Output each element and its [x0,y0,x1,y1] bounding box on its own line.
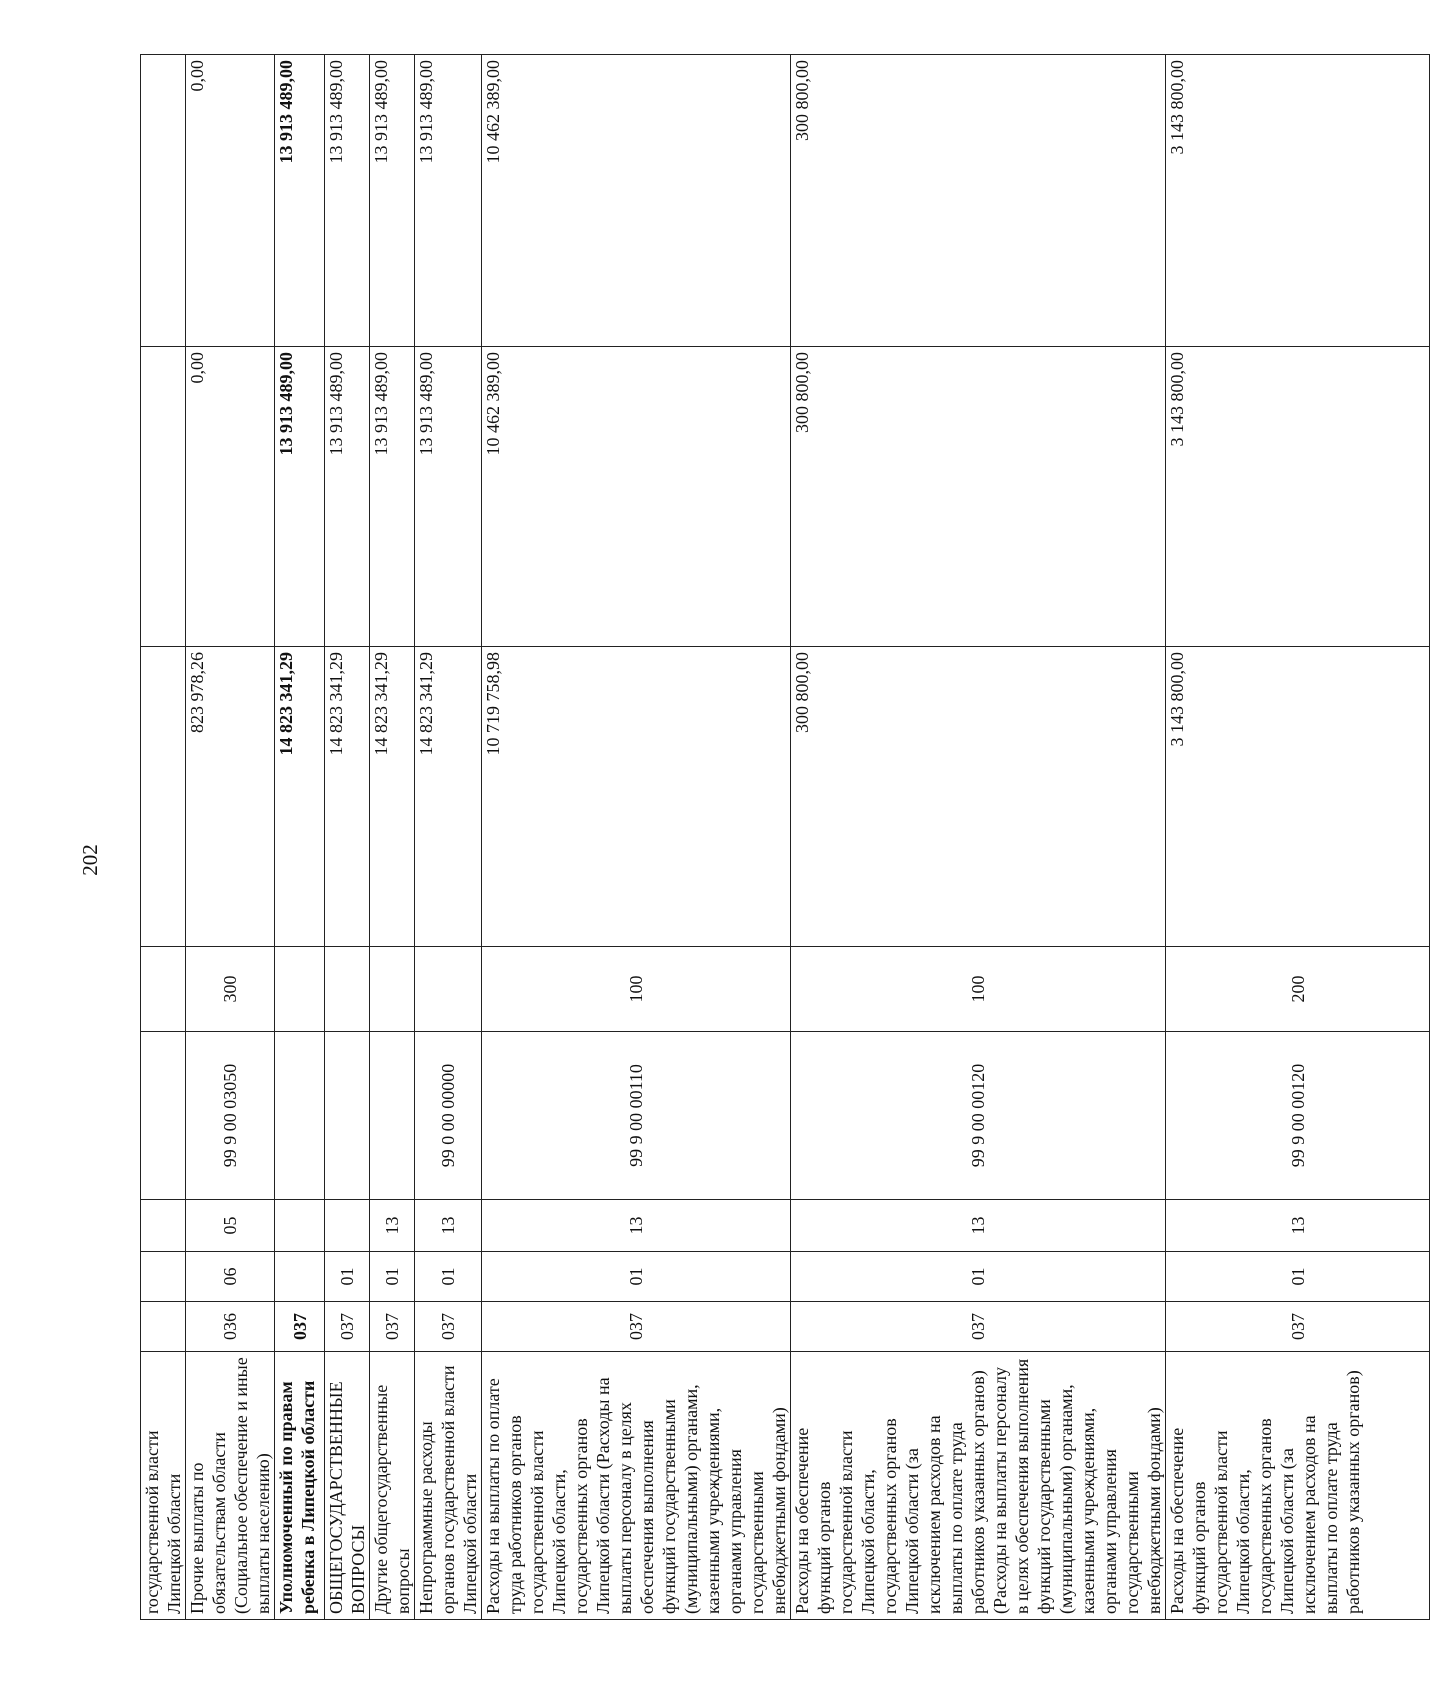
row-sum-2: 13 913 489,00 [275,347,325,647]
row-target-code: 99 9 00 00120 [791,1032,1166,1200]
row-target-code: 99 0 00 00000 [415,1032,482,1200]
row-sum-2: 10 462 389,00 [482,347,791,647]
row-expense-type-code: 100 [791,947,1166,1032]
row-target-code [141,1032,186,1200]
row-sum-1 [141,647,186,947]
row-sum-1: 300 800,00 [791,647,1166,947]
table-row [141,55,186,1620]
row-ved-code [141,1302,186,1352]
row-sum-3: 3 143 800,00 [1166,55,1430,347]
row-section-code: 01 [482,1252,791,1302]
row-section-code [275,1252,325,1302]
row-sum-1: 14 823 341,29 [275,647,325,947]
row-sum-3: 13 913 489,00 [275,55,325,347]
row-sum-1: 3 143 800,00 [1166,647,1430,947]
row-section-code: 01 [325,1252,370,1302]
row-subsection-code: 05 [186,1200,275,1252]
row-expense-type-code [275,947,325,1032]
row-sum-2: 3 143 800,00 [1166,347,1430,647]
table-row [325,55,370,1620]
row-target-code [370,1032,415,1200]
row-target-code [325,1032,370,1200]
row-sum-2: 13 913 489,00 [370,347,415,647]
row-subsection-code: 13 [1166,1200,1430,1252]
row-expense-type-code [141,947,186,1032]
row-subsection-code [141,1200,186,1252]
row-sum-1: 14 823 341,29 [415,647,482,947]
row-ved-code: 037 [482,1302,791,1352]
row-name: Другие общегосударственные вопросы [370,1352,415,1620]
row-sum-3 [141,55,186,347]
row-section-code: 01 [415,1252,482,1302]
row-sum-1: 14 823 341,29 [370,647,415,947]
table-row [186,55,275,1620]
row-subsection-code: 13 [482,1200,791,1252]
row-subsection-code: 13 [370,1200,415,1252]
row-sum-3: 13 913 489,00 [370,55,415,347]
row-name: Уполномоченный по правам ребенка в Липецкой области [275,1352,325,1620]
row-sum-2: 13 913 489,00 [415,347,482,647]
rotated-budget-table [140,55,1363,1620]
row-sum-3: 10 462 389,00 [482,55,791,347]
row-section-code: 01 [1166,1252,1430,1302]
table-row [1166,55,1430,1620]
row-sum-3: 13 913 489,00 [415,55,482,347]
row-sum-1: 823 978,26 [186,647,275,947]
row-sum-3: 0,00 [186,55,275,347]
row-sum-2: 300 800,00 [791,347,1166,647]
row-sum-1: 14 823 341,29 [325,647,370,947]
table-body [141,55,1430,1620]
row-expense-type-code: 200 [1166,947,1430,1032]
row-ved-code: 037 [275,1302,325,1352]
row-subsection-code [275,1200,325,1252]
row-ved-code: 037 [370,1302,415,1352]
row-name: Расходы на обеспечение функций органов государственной власти Липецкой области, государственных органов Липецкой области (за исключением расходов на выплаты по оплате труда работников указанных органов) [1166,1352,1430,1620]
row-name: Непрограммные расходы органов государственной власти Липецкой области [415,1352,482,1620]
table-row [482,55,791,1620]
row-ved-code: 037 [1166,1302,1430,1352]
row-name: Расходы на обеспечение функций органов государственной власти Липецкой области, государственных органов Липецкой области (за исключением расходов на выплаты по оплате труда работников указанных органов) (Расходы на выплаты персоналу в целях обеспечения выполнения функций государственными (муниципальными) органами, казенными учреждениями, органами управления государственными внебюджетными фондами) [791,1352,1166,1620]
row-expense-type-code [325,947,370,1032]
row-target-code: 99 9 00 00120 [1166,1032,1430,1200]
table-row [791,55,1166,1620]
row-subsection-code: 13 [791,1200,1166,1252]
page-number: 202 [78,844,102,876]
budget-table [140,54,1430,1620]
row-expense-type-code: 300 [186,947,275,1032]
table-row [370,55,415,1620]
row-target-code: 99 9 00 03050 [186,1032,275,1200]
row-section-code: 06 [186,1252,275,1302]
row-name: Расходы на выплаты по оплате труда работников органов государственной власти Липецкой области, государственных органов Липецкой области (Расходы на выплаты персоналу в целях обеспечения выполнения функций государственными (муниципальными) органами, казенными учреждениями, органами управления государственными внебюджетными фондами) [482,1352,791,1620]
row-ved-code: 037 [415,1302,482,1352]
row-sum-3: 13 913 489,00 [325,55,370,347]
row-name: государственной власти Липецкой области [141,1352,186,1620]
row-sum-2 [141,347,186,647]
table-row [275,55,325,1620]
row-ved-code: 037 [791,1302,1166,1352]
row-sum-2: 0,00 [186,347,275,647]
row-target-code [275,1032,325,1200]
row-ved-code: 037 [325,1302,370,1352]
row-section-code: 01 [370,1252,415,1302]
row-expense-type-code [370,947,415,1032]
row-expense-type-code: 100 [482,947,791,1032]
row-name: Прочие выплаты по обязательствам области (Социальное обеспечение и иные выплаты населению) [186,1352,275,1620]
row-section-code [141,1252,186,1302]
row-subsection-code: 13 [415,1200,482,1252]
row-target-code: 99 9 00 00110 [482,1032,791,1200]
table-row [415,55,482,1620]
row-sum-3: 300 800,00 [791,55,1166,347]
row-expense-type-code [415,947,482,1032]
row-name: ОБЩЕГОСУДАРСТВЕННЫЕ ВОПРОСЫ [325,1352,370,1620]
row-sum-1: 10 719 758,98 [482,647,791,947]
row-subsection-code [325,1200,370,1252]
row-ved-code: 036 [186,1302,275,1352]
row-sum-2: 13 913 489,00 [325,347,370,647]
row-section-code: 01 [791,1252,1166,1302]
